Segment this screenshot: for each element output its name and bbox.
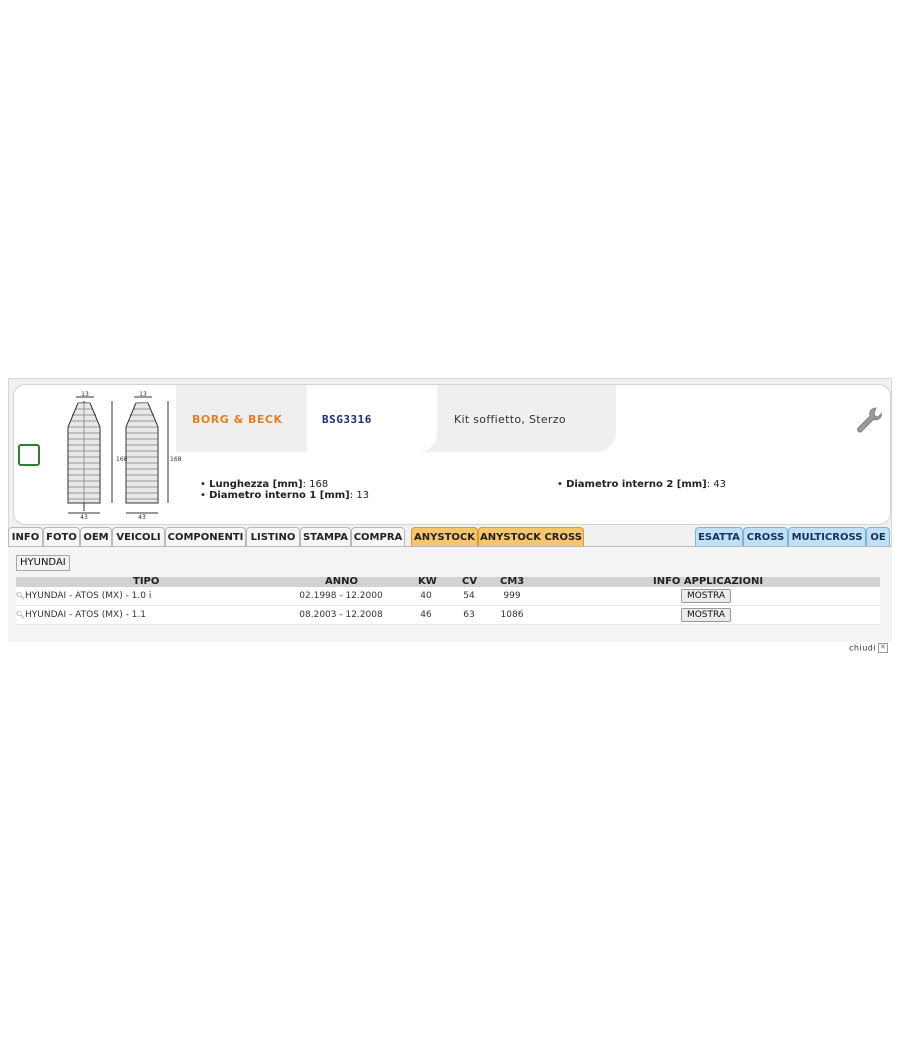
spec-label: Diametro interno 1 [mm] [209, 490, 350, 501]
filter-hyundai-button[interactable]: HYUNDAI [16, 555, 70, 571]
spec-label: Diametro interno 2 [mm] [566, 479, 707, 490]
spec-item: • Diametro interno 1 [mm]: 13 [200, 490, 370, 501]
close-link[interactable] [849, 643, 888, 653]
select-checkbox[interactable] [18, 444, 40, 466]
spec-item: • Lunghezza [mm]: 168 [200, 479, 329, 490]
brand-name: BORG & BECK [192, 413, 283, 426]
cell-kw: 46 [420, 610, 432, 620]
spec-value: : 13 [349, 490, 370, 501]
tab-stampa[interactable]: STAMPA [300, 527, 351, 546]
spec-value: : 43 [706, 479, 727, 490]
col-info: INFO APPLICAZIONI [653, 576, 764, 587]
dim-top-right: 13 [139, 391, 147, 398]
cell-tipo[interactable] [16, 587, 151, 605]
mostra-button[interactable]: MOSTRA [681, 608, 731, 622]
product-description: Kit soffietto, Sterzo [454, 413, 566, 426]
spec-item: • Diametro interno 2 [mm]: 43 [557, 479, 727, 490]
tab-anystock-cross[interactable]: ANYSTOCK CROSS [478, 527, 584, 546]
tab-compra[interactable]: COMPRA [351, 527, 405, 546]
close-icon[interactable]: ✕ [879, 643, 887, 651]
col-kw: KW [418, 576, 437, 587]
tab-esatta[interactable]: ESATTA [695, 527, 743, 546]
tab-anystock[interactable]: ANYSTOCK [411, 527, 478, 546]
cell-tipo-text: HYUNDAI - ATOS (MX) - 1.1 [25, 610, 146, 620]
bellows-drawing-left [68, 397, 112, 513]
tab-componenti[interactable]: COMPONENTI [165, 527, 246, 546]
cell-cm3: 999 [503, 591, 521, 601]
col-cv: CV [462, 576, 478, 587]
dim-bottom-left: 43 [80, 514, 88, 521]
product-drawing[interactable] [54, 391, 184, 521]
tab-oem[interactable]: OEM [80, 527, 112, 546]
search-icon: 🔍︎ [16, 592, 25, 600]
tab-cross[interactable]: CROSS [743, 527, 788, 546]
dim-top-left: 13 [81, 391, 89, 398]
col-cm3: CM3 [500, 576, 525, 587]
cell-kw: 40 [420, 591, 432, 601]
product-code[interactable]: BSG3316 [322, 413, 372, 426]
spec-label: Lunghezza [mm] [209, 479, 303, 490]
dim-height-left: 168 [116, 456, 128, 463]
cell-anno: 08.2003 - 12.2008 [299, 610, 383, 620]
table-row [16, 587, 880, 606]
tab-info[interactable]: INFO [8, 527, 43, 546]
tab-oe[interactable]: OE [866, 527, 890, 546]
tab-multicross[interactable]: MULTICROSS [788, 527, 866, 546]
product-card [13, 384, 891, 525]
cell-cv: 63 [463, 610, 475, 620]
wrench-icon[interactable] [854, 405, 884, 435]
cell-anno: 02.1998 - 12.2000 [299, 591, 383, 601]
mostra-button[interactable]: MOSTRA [681, 589, 731, 603]
col-anno: ANNO [325, 576, 358, 587]
tab-foto[interactable]: FOTO [43, 527, 80, 546]
tab-listino[interactable]: LISTINO [246, 527, 300, 546]
search-icon: 🔍︎ [16, 611, 25, 619]
close-label: chiudi [849, 643, 877, 653]
cell-cm3: 1086 [500, 610, 524, 620]
table-row [16, 606, 880, 625]
col-tipo: TIPO [133, 576, 160, 587]
cell-tipo-text: HYUNDAI - ATOS (MX) - 1.0 i [25, 591, 152, 601]
cell-tipo[interactable] [16, 606, 146, 624]
tab-veicoli[interactable]: VEICOLI [112, 527, 165, 546]
bellows-drawing-right [126, 397, 168, 513]
dim-bottom-right: 43 [138, 514, 146, 521]
dim-height-right: 168 [170, 456, 182, 463]
spec-value: : 168 [302, 479, 329, 490]
cell-cv: 54 [463, 591, 475, 601]
